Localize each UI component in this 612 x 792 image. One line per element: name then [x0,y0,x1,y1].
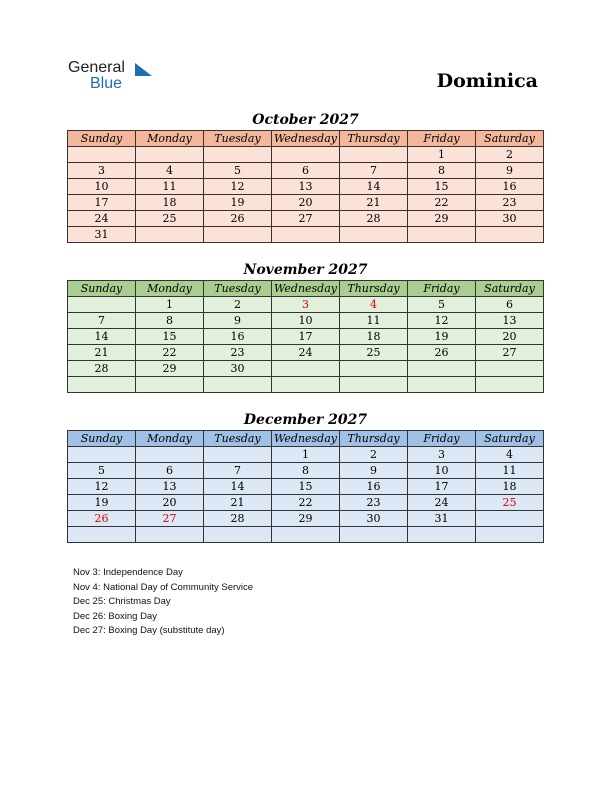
day-cell [476,511,544,527]
day-cell: 19 [204,195,272,211]
week-row [68,211,544,227]
day-cell: 30 [476,211,544,227]
day-cell: 22 [408,195,476,211]
day-cell: 2 [340,447,408,463]
day-cell: 15 [272,479,340,495]
weekday-header-row [68,281,544,297]
day-cell [68,297,136,313]
day-cell: 31 [408,511,476,527]
holiday-notes [73,566,253,639]
day-cell [204,377,272,393]
day-cell [68,377,136,393]
day-cell: 22 [136,345,204,361]
day-cell: 22 [272,495,340,511]
month-title: October 2027 [252,112,359,128]
day-cell: 16 [476,179,544,195]
day-cell: 15 [408,179,476,195]
weekday-header: Saturday [476,131,544,147]
day-cell: 1 [408,147,476,163]
day-cell: 10 [68,179,136,195]
week-row [68,147,544,163]
weekday-header: Saturday [476,431,544,447]
logo-text-general: General [68,59,125,76]
day-cell: 18 [340,329,408,345]
week-row [68,479,544,495]
day-cell [340,377,408,393]
day-cell: 8 [408,163,476,179]
day-cell: 3 [408,447,476,463]
day-cell: 18 [476,479,544,495]
day-cell: 9 [340,463,408,479]
weekday-header: Monday [136,131,204,147]
day-cell: 11 [136,179,204,195]
day-cell: 8 [272,463,340,479]
day-cell: 19 [408,329,476,345]
day-cell [272,147,340,163]
weekday-header: Tuesday [204,431,272,447]
week-row [68,345,544,361]
day-cell: 25 [476,495,544,511]
day-cell: 26 [204,211,272,227]
day-cell: 3 [272,297,340,313]
day-cell [476,361,544,377]
day-cell: 23 [204,345,272,361]
day-cell: 19 [68,495,136,511]
day-cell [408,527,476,543]
weekday-header: Friday [408,431,476,447]
day-cell: 25 [340,345,408,361]
day-cell [476,377,544,393]
weekday-header: Saturday [476,281,544,297]
day-cell: 4 [136,163,204,179]
weekday-header: Tuesday [204,281,272,297]
day-cell: 23 [476,195,544,211]
day-cell: 7 [204,463,272,479]
day-cell: 4 [340,297,408,313]
day-cell: 24 [272,345,340,361]
week-row [68,527,544,543]
week-row [68,163,544,179]
month-title: November 2027 [243,262,368,278]
holiday-note: Dec 26: Boxing Day [73,610,157,622]
day-cell: 29 [136,361,204,377]
calendar-table [67,280,544,393]
day-cell: 3 [68,163,136,179]
day-cell: 14 [340,179,408,195]
week-row [68,495,544,511]
holiday-note: Nov 4: National Day of Community Service [73,581,254,593]
day-cell: 27 [476,345,544,361]
day-cell: 17 [68,195,136,211]
week-row [68,297,544,313]
day-cell: 16 [204,329,272,345]
holiday-note: Dec 25: Christmas Day [73,596,171,607]
day-cell [68,147,136,163]
day-cell [340,527,408,543]
day-cell: 6 [272,163,340,179]
day-cell [68,447,136,463]
day-cell [136,527,204,543]
day-cell: 12 [68,479,136,495]
day-cell: 13 [272,179,340,195]
calendar-table [67,130,544,243]
logo-text-blue: Blue [90,75,123,92]
logo [68,60,125,92]
day-cell [476,527,544,543]
day-cell: 28 [340,211,408,227]
week-row [68,377,544,393]
day-cell: 23 [340,495,408,511]
day-cell: 12 [204,179,272,195]
day-cell: 11 [476,463,544,479]
day-cell: 28 [68,361,136,377]
day-cell: 17 [408,479,476,495]
month-october [67,110,544,243]
week-row [68,179,544,195]
day-cell: 29 [272,511,340,527]
day-cell: 5 [408,297,476,313]
day-cell: 24 [68,211,136,227]
day-cell: 21 [204,495,272,511]
holiday-note: Nov 3: Independence Day [73,567,183,578]
weekday-header: Sunday [68,431,136,447]
day-cell: 10 [272,313,340,329]
logo-flag-icon [135,63,153,77]
day-cell: 10 [408,463,476,479]
day-cell: 28 [204,511,272,527]
day-cell: 30 [340,511,408,527]
month-november [67,260,544,393]
day-cell [340,147,408,163]
day-cell: 8 [136,313,204,329]
day-cell [340,361,408,377]
weekday-header: Wednesday [272,131,340,147]
day-cell: 27 [272,211,340,227]
weekday-header-row [68,431,544,447]
day-cell [408,227,476,243]
week-row [68,463,544,479]
month-december [67,410,544,543]
day-cell [476,227,544,243]
day-cell: 2 [476,147,544,163]
day-cell: 13 [136,479,204,495]
week-row [68,227,544,243]
day-cell: 25 [136,211,204,227]
day-cell [408,361,476,377]
day-cell [408,377,476,393]
day-cell [136,147,204,163]
calendar-table [67,430,544,543]
day-cell: 15 [136,329,204,345]
weekday-header: Sunday [68,281,136,297]
day-cell: 29 [408,211,476,227]
day-cell: 6 [136,463,204,479]
day-cell [136,447,204,463]
weekday-header: Monday [136,281,204,297]
day-cell: 1 [136,297,204,313]
day-cell: 20 [476,329,544,345]
day-cell: 5 [68,463,136,479]
weekday-header: Thursday [340,131,408,147]
day-cell: 12 [408,313,476,329]
weekday-header: Friday [408,281,476,297]
weekday-header: Friday [408,131,476,147]
day-cell: 26 [408,345,476,361]
day-cell: 24 [408,495,476,511]
weekday-header: Monday [136,431,204,447]
day-cell: 14 [68,329,136,345]
weekday-header: Sunday [68,131,136,147]
day-cell: 20 [136,495,204,511]
day-cell [136,227,204,243]
week-row [68,447,544,463]
day-cell: 26 [68,511,136,527]
day-cell: 5 [204,163,272,179]
week-row [68,329,544,345]
day-cell: 31 [68,227,136,243]
day-cell: 4 [476,447,544,463]
day-cell: 18 [136,195,204,211]
weekday-header: Wednesday [272,281,340,297]
day-cell: 7 [340,163,408,179]
day-cell: 30 [204,361,272,377]
day-cell [272,527,340,543]
day-cell: 1 [272,447,340,463]
country-title: Dominica [436,70,538,92]
day-cell [204,447,272,463]
weekday-header: Thursday [340,431,408,447]
day-cell [68,527,136,543]
day-cell: 11 [340,313,408,329]
day-cell: 9 [204,313,272,329]
weekday-header: Thursday [340,281,408,297]
day-cell: 14 [204,479,272,495]
holiday-note: Dec 27: Boxing Day (substitute day) [73,625,225,636]
day-cell: 27 [136,511,204,527]
day-cell: 6 [476,297,544,313]
day-cell [340,227,408,243]
day-cell [272,227,340,243]
day-cell: 7 [68,313,136,329]
day-cell: 21 [340,195,408,211]
week-row [68,361,544,377]
day-cell [204,527,272,543]
day-cell: 13 [476,313,544,329]
week-row [68,511,544,527]
weekday-header: Wednesday [272,431,340,447]
weekday-header: Tuesday [204,131,272,147]
day-cell: 9 [476,163,544,179]
month-title: December 2027 [243,412,368,428]
day-cell: 2 [204,297,272,313]
day-cell: 16 [340,479,408,495]
weekday-header-row [68,131,544,147]
day-cell: 17 [272,329,340,345]
day-cell [204,147,272,163]
week-row [68,195,544,211]
day-cell [272,361,340,377]
day-cell: 20 [272,195,340,211]
day-cell [204,227,272,243]
week-row [68,313,544,329]
day-cell: 21 [68,345,136,361]
day-cell [136,377,204,393]
day-cell [272,377,340,393]
